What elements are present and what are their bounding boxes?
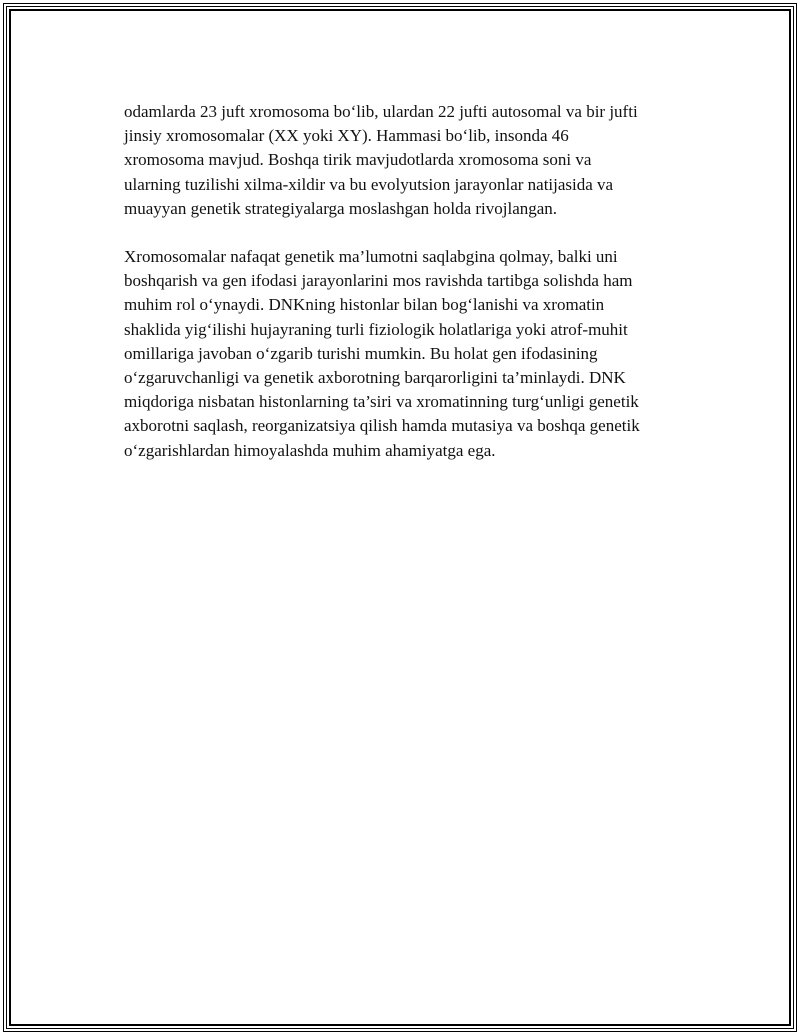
document-body (124, 100, 694, 487)
page-border (3, 3, 797, 1032)
paragraph-1: odamlarda 23 juft xromosoma bo‘lib, ulardan 22 jufti autosomal va bir jufti jinsiy xromosomalar (XX yoki XY). Hammasi bo‘lib, insonda 46 xromosoma mavjud. Boshqa tirik mavjudotlarda xromosoma soni va ularning tuzilishi xilma-xildir va bu evolyutsion jarayonlar natijasida va muayyan genetik strategiyalarga moslashgan holda rivojlangan. (124, 102, 638, 218)
paragraph-2: Xromosomalar nafaqat genetik ma’lumotni saqlabgina qolmay, balki uni boshqarish va gen ifodasi jarayonlarini mos ravishda tartibga solishda ham muhim rol o‘ynaydi. DNKning histonlar bilan bog‘lanishi va xromatin shaklida yig‘ilishi hujayraning turli fiziologik holatlariga yoki atrof-muhit omillariga javoban o‘zgarib turishi mumkin. Bu holat gen ifodasining o‘zgaruvchanligi va genetik axborotning barqarorligini ta’minlaydi. DNK miqdoriga nisbatan histonlarning ta’siri va xromatinning turg‘unligi genetik axborotni saqlash, reorganizatsiya qilish hamda mutasiya va boshqa genetik o‘zgarishlardan himoyalashda muhim ahamiyatga ega. (124, 247, 640, 460)
